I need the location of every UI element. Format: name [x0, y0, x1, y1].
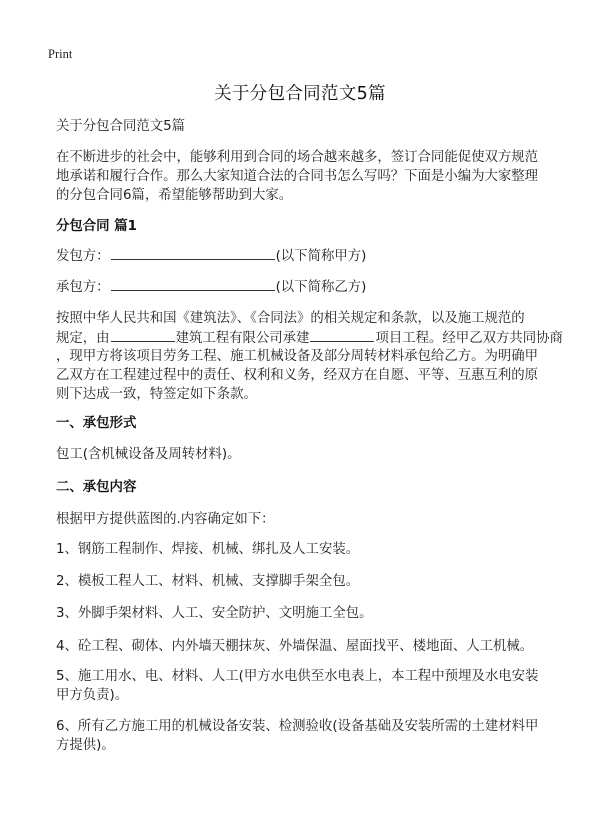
list-item: 2、模板工程人工、材料、机械、支撑脚手架全包。 [56, 574, 360, 589]
list-item: 4、砼工程、砌体、内外墙天棚抹灰、外墙保温、屋面找平、楼地面、人工机械。 [56, 639, 534, 654]
document-subtitle: 关于分包合同范文5篇 [56, 119, 186, 134]
preamble-line [56, 328, 563, 349]
preamble-line: ，现甲方将该项目劳务工程、施工机械设备及部分周转材料承包给乙方。为明确甲 [56, 349, 539, 364]
content-intro: 根据甲方提供蓝图的.内容确定如下： [56, 512, 275, 527]
section-title: 分包合同 篇1 [56, 219, 137, 234]
list-item: 6、所有乙方施工用的机械设备安装、检测验收(设备基础及安装所需的土建材料甲 [56, 719, 539, 734]
heading-contract-form: 一、承包形式 [56, 416, 137, 431]
list-item: 1、钢筋工程制作、焊接、机械、绑扎及人工安装。 [56, 542, 360, 557]
print-link[interactable]: Print [48, 47, 73, 61]
preamble-text: 项目工程。经甲乙双方共同协商 [375, 331, 563, 346]
heading-contract-content: 二、承包内容 [56, 480, 137, 495]
list-item: 5、施工用水、电、材料、人工(甲方水电供至水电表上，本工程中预埋及水电安装 [56, 669, 539, 684]
list-item: 3、外脚手架材料、人工、安全防护、文明施工全包。 [56, 606, 373, 621]
contract-form-text: 包工(含机械设备及周转材料)。 [56, 447, 241, 462]
intro-line: 地承诺和履行合作。那么大家知道合法的合同书怎么写吗？下面是小编为大家整理 [56, 169, 539, 184]
party-b-suffix: (以下简称乙方) [275, 280, 367, 295]
intro-line: 的分包合同6篇，希望能够帮助到大家。 [56, 188, 293, 203]
preamble-line: 乙双方在工程建过程中的责任、权利和义务，经双方在自愿、平等、互惠互利的原 [56, 368, 539, 383]
party-a-row [56, 246, 366, 267]
contractor-blank [111, 328, 175, 342]
intro-line: 在不断进步的社会中，能够利用到合同的场合越来越多，签订合同能促使双方规范 [56, 150, 539, 165]
preamble-line: 按照中华人民共和国《建筑法》、《合同法》的相关规定和条款，以及施工规范的 [56, 311, 525, 326]
party-b-row [56, 277, 366, 298]
party-b-label: 承包方： [56, 280, 110, 295]
preamble-text: 规定，由 [56, 331, 110, 346]
preamble-text: 建筑工程有限公司承建 [175, 331, 310, 346]
party-a-blank [111, 246, 275, 260]
list-item-continued: 甲方负责)。 [56, 688, 129, 703]
document-title: 关于分包合同范文5篇 [214, 84, 386, 104]
list-item-continued: 方提供)。 [56, 738, 115, 753]
party-a-suffix: (以下简称甲方) [275, 249, 367, 264]
party-a-label: 发包方： [56, 249, 110, 264]
party-b-blank [111, 277, 275, 291]
project-blank [310, 328, 374, 342]
preamble-line: 则下达成一致，特签定如下条款。 [56, 387, 257, 402]
